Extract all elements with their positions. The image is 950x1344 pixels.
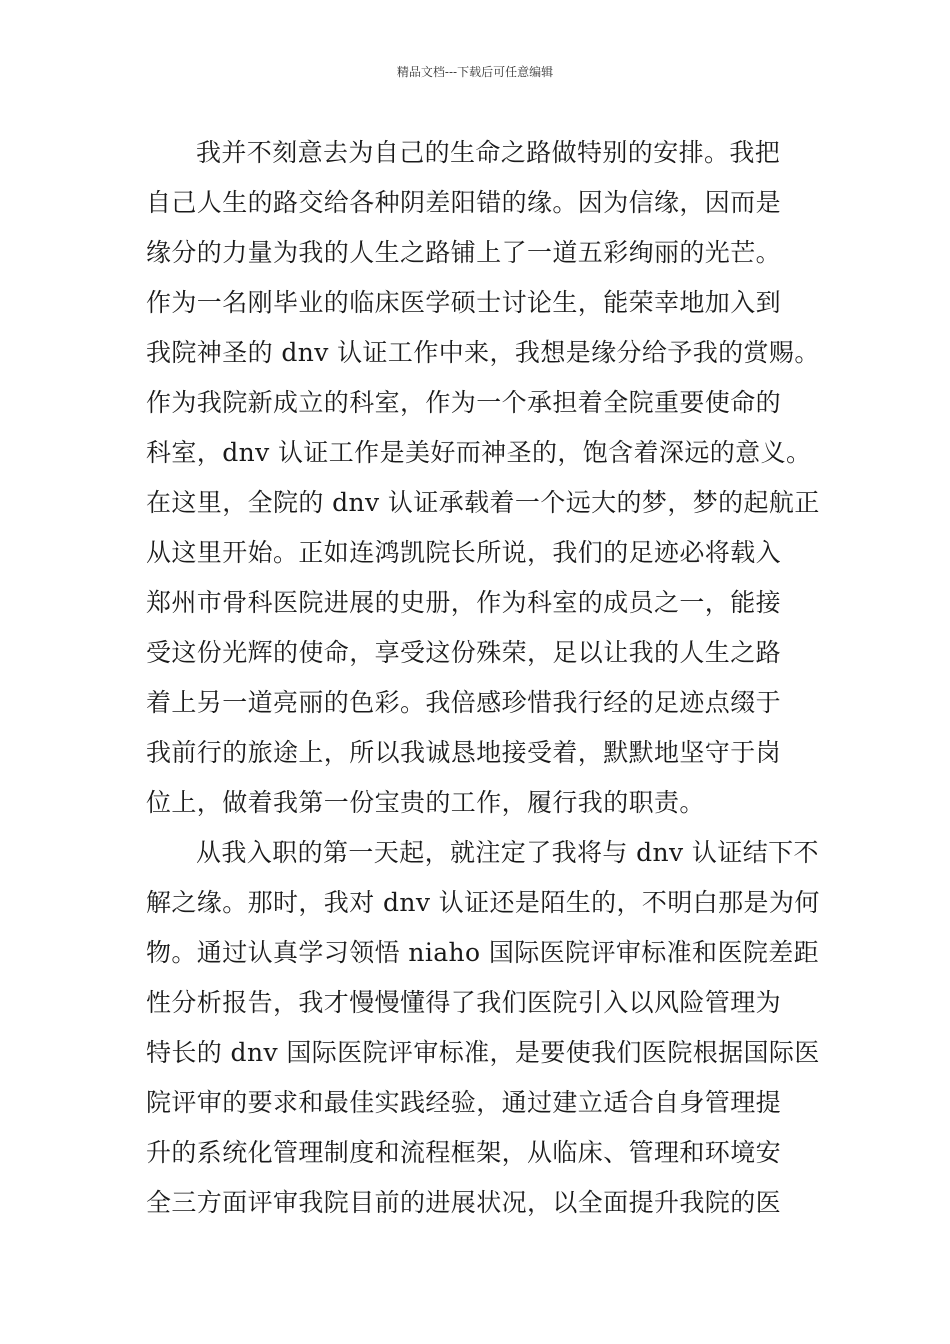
text-line: 我前行的旅途上，所以我诚恳地接受着，默默地坚守于岗: [146, 738, 782, 767]
text-line: 全三方面评审我院目前的进展状况，以全面提升我院的医: [146, 1188, 782, 1217]
page-header: 精品文档---下载后可任意编辑: [396, 65, 554, 79]
text-line: 院评审的要求和最佳实践经验，通过建立适合自身管理提: [146, 1088, 782, 1117]
text-line: 着上另一道亮丽的色彩。我倍感珍惜我行经的足迹点缀于: [146, 688, 782, 717]
text-line: 科室，dnv 认证工作是美好而神圣的，饱含着深远的意义。: [146, 438, 812, 467]
text-line: 我院神圣的 dnv 认证工作中来，我想是缘分给予我的赏赐。: [146, 338, 820, 367]
text-line: 位上，做着我第一份宝贵的工作，履行我的职责。: [146, 788, 705, 817]
text-line: 作为我院新成立的科室，作为一个承担着全院重要使命的: [146, 388, 782, 417]
text-line: 郑州市骨科医院进展的史册，作为科室的成员之一，能接: [146, 588, 782, 617]
text-line: 在这里，全院的 dnv 认证承载着一个远大的梦，梦的起航正: [146, 488, 820, 517]
paragraph-2: [146, 828, 820, 1228]
text-line: 性分析报告，我才慢慢懂得了我们医院引入以风险管理为: [146, 988, 782, 1017]
text-line: 受这份光辉的使命，享受这份殊荣，足以让我的人生之路: [146, 638, 782, 667]
text-line: 解之缘。那时，我对 dnv 认证还是陌生的，不明白那是为何: [146, 888, 820, 917]
text-line: 特长的 dnv 国际医院评审标准，是要使我们医院根据国际医: [146, 1038, 820, 1067]
text-line: 我并不刻意去为自己的生命之路做特别的安排。我把: [196, 138, 781, 167]
text-line: 从这里开始。正如连鸿凯院长所说，我们的足迹必将载入: [146, 538, 782, 567]
text-line: 物。通过认真学习领悟 niaho 国际医院评审标准和医院差距: [146, 938, 820, 967]
text-line: 作为一名刚毕业的临床医学硕士讨论生，能荣幸地加入到: [146, 288, 782, 317]
text-line: 升的系统化管理制度和流程框架，从临床、管理和环境安: [146, 1138, 782, 1167]
text-line: 自己人生的路交给各种阴差阳错的缘。因为信缘，因而是: [146, 188, 782, 217]
text-line: 缘分的力量为我的人生之路铺上了一道五彩绚丽的光芒。: [146, 238, 782, 267]
text-line: 从我入职的第一天起，就注定了我将与 dnv 认证结下不: [196, 838, 819, 867]
document-body: [146, 128, 820, 1228]
paragraph-1: [146, 128, 820, 828]
